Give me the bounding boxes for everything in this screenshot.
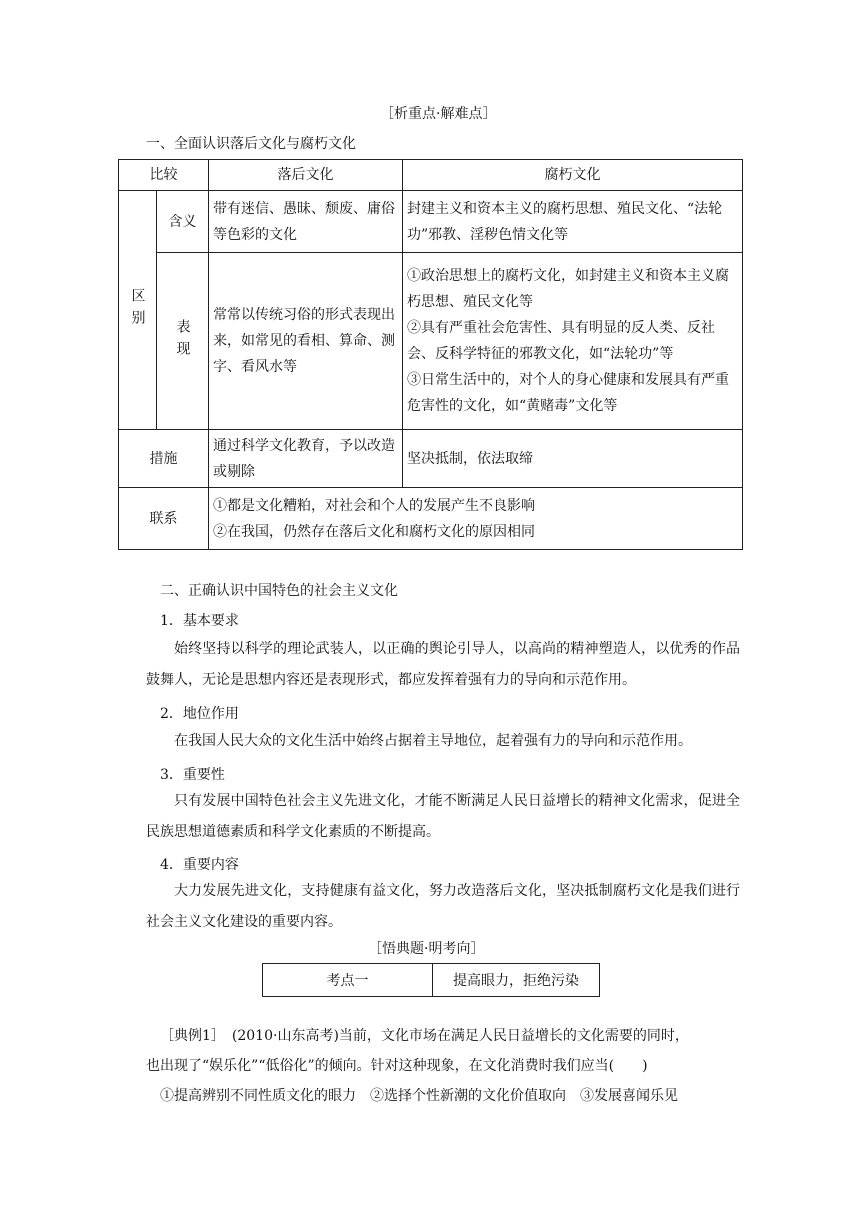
- heading-1: 一、全面认识落后文化与腐朽文化: [146, 136, 356, 152]
- row-label-link: 联系: [119, 488, 209, 550]
- kaodian-label: 考点一: [263, 964, 433, 997]
- subheading-2: 2．地位作用: [160, 706, 239, 722]
- paragraph-4: 大力发展先进文化，支持健康有益文化，努力改造落后文化，坚决抵制腐朽文化是我们进行社会主义文化建设的重要内容。: [146, 883, 740, 930]
- table-row: [119, 191, 743, 253]
- subheading-1: 1．基本要求: [160, 613, 239, 629]
- row-label-manifest-cell: [157, 253, 209, 430]
- measures-decadent: 坚决抵制，依法取缔: [403, 430, 743, 488]
- measures-backward: 通过科学文化教育，予以改造或剔除: [209, 430, 403, 488]
- row-label-measures: 措施: [119, 430, 209, 488]
- paragraph-1: 始终坚持以科学的理论武装人，以正确的舆论引导人，以高尚的精神塑造人，以优秀的作品鼓舞人，无论是思想内容还是表现形式，都应发挥着强有力的导向和示范作用。: [146, 641, 740, 688]
- comparison-table: [118, 159, 743, 550]
- link-item: ①都是文化糟粕，对社会和个人的发展产生不良影响: [213, 497, 535, 514]
- row-label-meaning: 含义: [157, 191, 209, 253]
- example-line-2: 也出现了“娱乐化”“低俗化”的倾向。针对这种现象，在文化消费时我们应当( ): [146, 1058, 648, 1074]
- manifest-decadent-item: ①政治思想上的腐朽文化，如封建主义和资本主义腐朽思想、殖民文化等: [407, 268, 729, 310]
- header-compare: 比较: [119, 160, 209, 191]
- example-line-1: ［典例1］ (2010·山东高考)当前，文化市场在满足人民日益增长的文化需要的同时，: [160, 1028, 689, 1044]
- header-decadent: 腐朽文化: [403, 160, 743, 191]
- kaodian-table: [262, 963, 600, 997]
- table-row: [119, 253, 743, 430]
- table-header-row: [119, 160, 743, 191]
- meaning-backward: 带有迷信、愚昧、颓废、庸俗等色彩的文化: [209, 191, 403, 253]
- meaning-decadent: 封建主义和资本主义的腐朽思想、殖民文化、“法轮功”邪教、淫秽色情文化等: [403, 191, 743, 253]
- table-row: [119, 488, 743, 550]
- kaodian-value: 提高眼力，拒绝污染: [433, 964, 600, 997]
- paragraph-3: 只有发展中国特色社会主义先进文化，才能不断满足人民日益增长的精神文化需求，促进全民族思想道德素质和科学文化素质的不断提高。: [146, 793, 740, 840]
- subheading-3: 3．重要性: [160, 767, 225, 783]
- manifest-decadent-item: ③日常生活中的，对个人的身心健康和发展具有严重危害性的文化，如“黄赌毒”文化等: [407, 372, 729, 414]
- table-row: [119, 430, 743, 488]
- paragraph-2: 在我国人民大众的文化生活中始终占据着主导地位，起着强有力的导向和示范作用。: [174, 733, 692, 749]
- heading-2: 二、正确认识中国特色的社会主义文化: [160, 583, 398, 599]
- section-2-title: ［悟典题·明考向］: [368, 941, 485, 957]
- subheading-4: 4．重要内容: [160, 857, 239, 873]
- manifest-decadent-item: ②具有严重社会危害性、具有明显的反人类、反社会、反科学特征的邪教文化，如“法轮功”等: [407, 320, 715, 362]
- link-item: ②在我国，仍然存在落后文化和腐朽文化的原因相同: [213, 523, 535, 540]
- manifest-backward: 常常以传统习俗的形式表现出来，如常见的看相、算命、测字、看风水等: [209, 253, 403, 430]
- group-label-cell: [119, 191, 157, 430]
- manifest-decadent-cell: [403, 253, 743, 430]
- section-title: ［析重点·解难点］: [380, 106, 497, 122]
- row-label-manifest: 表现: [174, 319, 191, 363]
- example-line-3: ①提高辨别不同性质文化的眼力 ②选择个性新潮的文化价值取向 ③发展喜闻乐见: [160, 1088, 678, 1104]
- group-label: 区别: [129, 288, 146, 332]
- header-backward: 落后文化: [209, 160, 403, 191]
- link-cell: [209, 488, 743, 550]
